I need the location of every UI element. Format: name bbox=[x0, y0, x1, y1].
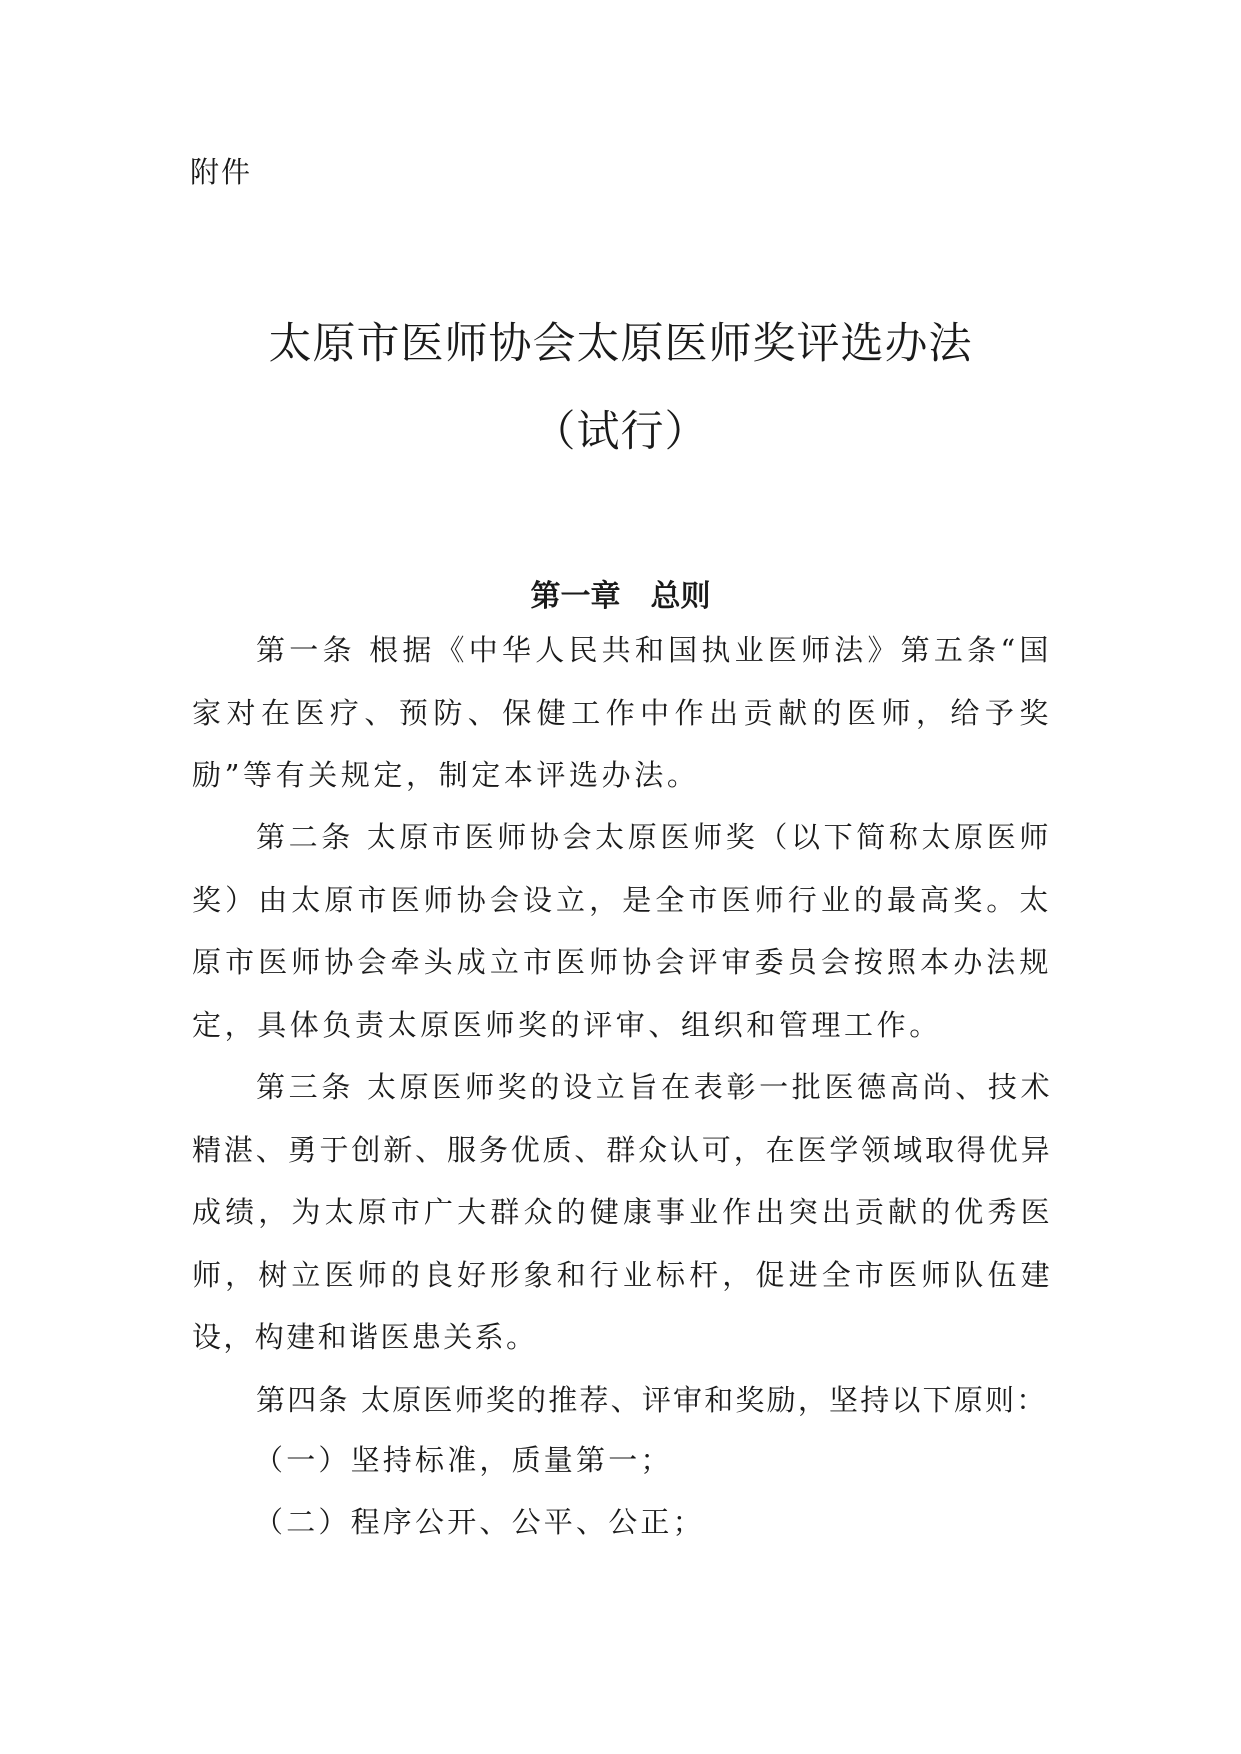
article-2 bbox=[192, 806, 1052, 1056]
article-1-text: 第一条 根据《中华人民共和国执业医师法》第五条“国家对在医疗、预防、保健工作中作出贡献的医师，给予奖励”等有关规定，制定本评选办法。 bbox=[192, 633, 1052, 792]
article-1 bbox=[192, 619, 1052, 807]
article-2-text: 第二条 太原市医师协会太原医师奖（以下简称太原医师奖）由太原市医师协会设立，是全市医师行业的最高奖。太原市医师协会牵头成立市医师协会评审委员会按照本办法规定，具体负责太原医师奖的评审、组织和管理工作。 bbox=[192, 820, 1052, 1042]
article-4-text: 第四条 太原医师奖的推荐、评审和奖励，坚持以下原则： bbox=[256, 1383, 1048, 1417]
document-subtitle: （试行） bbox=[532, 407, 709, 457]
attachment-label: 附件 bbox=[190, 155, 253, 189]
article-4 bbox=[192, 1369, 1052, 1432]
article-3-text: 第三条 太原医师奖的设立旨在表彰一批医德高尚、技术精湛、勇于创新、服务优质、群众认可，在医学领域取得优异成绩，为太原市广大群众的健康事业作出突出贡献的优秀医师，树立医师的良好形象和行业标杆，促进全市医师队伍建设，构建和谐医患关系。 bbox=[192, 1070, 1052, 1354]
principle-item: （二）程序公开、公平、公正； bbox=[254, 1505, 705, 1539]
chapter-heading: 第一章 总则 bbox=[530, 579, 711, 614]
article-3 bbox=[192, 1056, 1052, 1369]
document-title: 太原市医师协会太原医师奖评选办法 bbox=[268, 319, 973, 369]
principle-item: （一）坚持标准，质量第一； bbox=[254, 1443, 673, 1477]
